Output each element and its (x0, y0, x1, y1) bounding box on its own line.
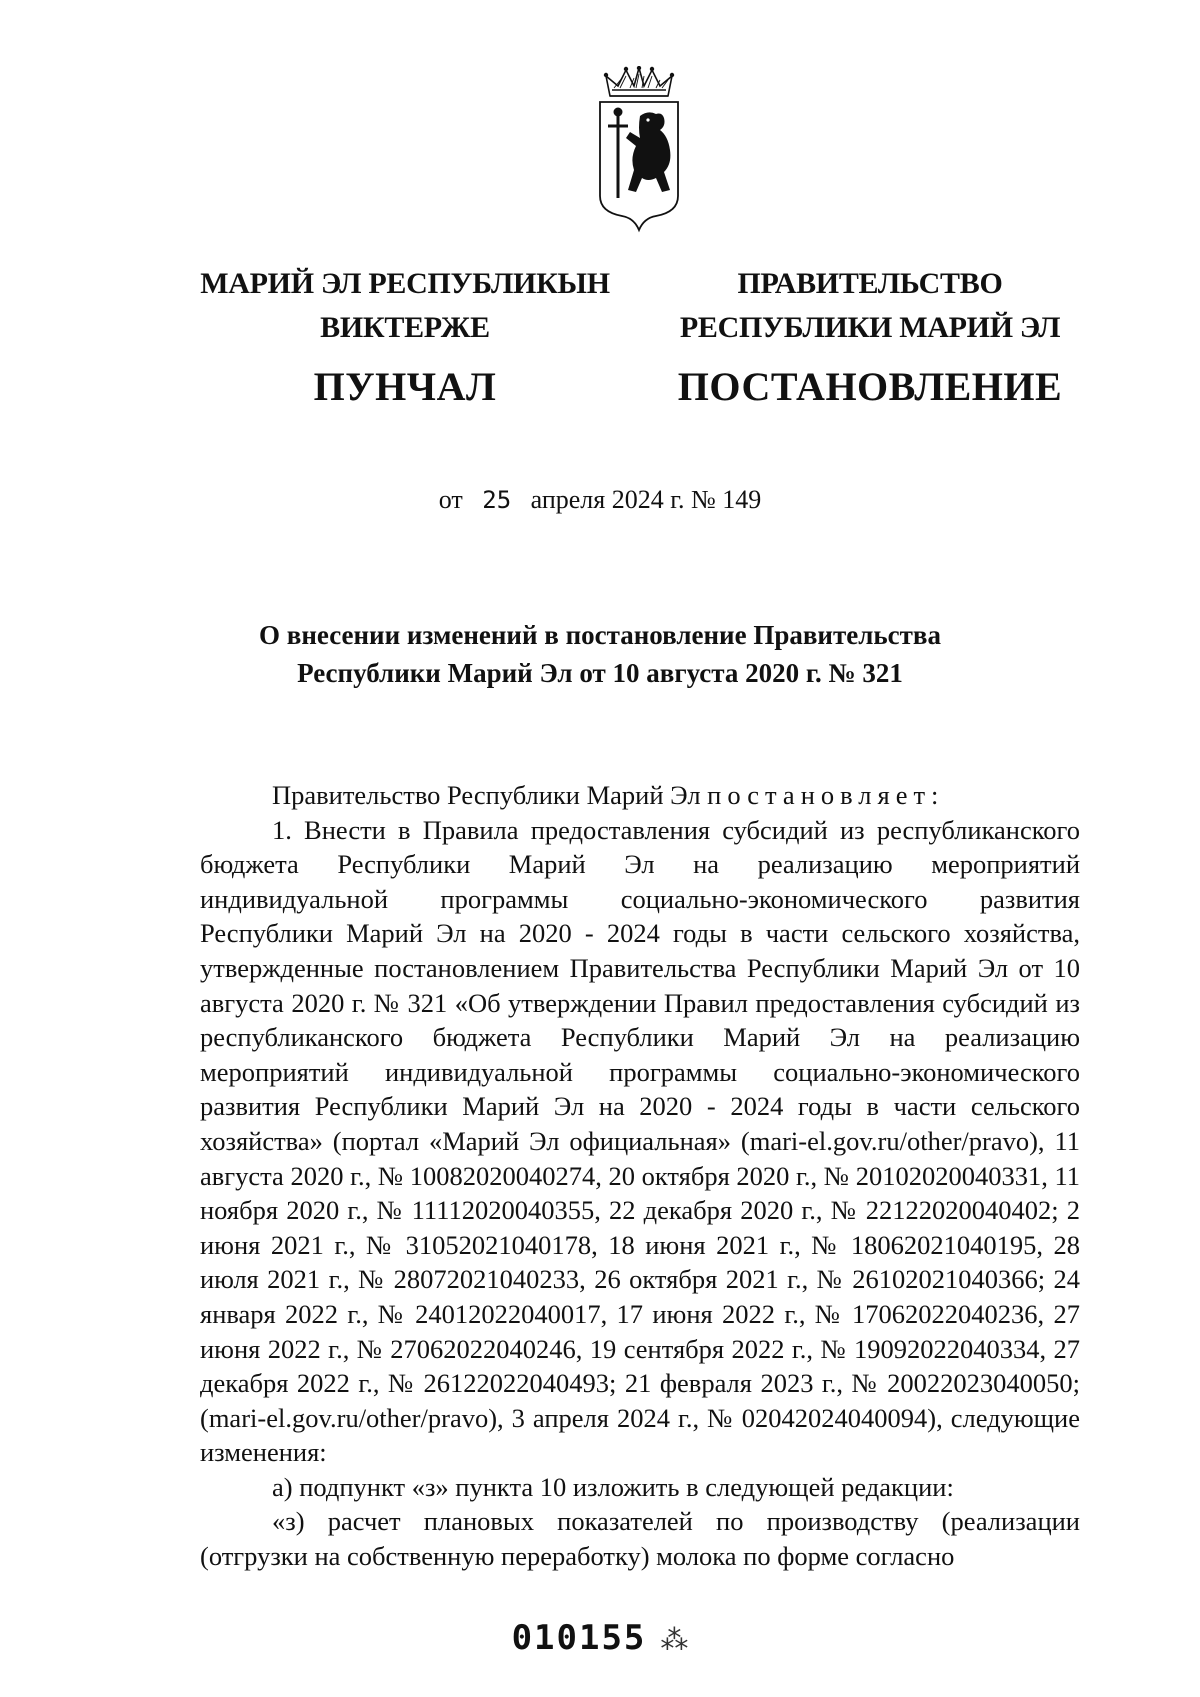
body-intro (200, 778, 1080, 813)
decree-body (200, 778, 1080, 1574)
decree-title-line1: О внесении изменений в постановление Правительства (259, 620, 941, 650)
decree-dateline (0, 485, 1200, 515)
dateline-day: 25 (482, 486, 512, 514)
body-item-1: 1. Внести в Правила предоставления субсидий из республиканского бюджета Республики Марий Эл на реализацию мероприятий индивидуальной программы социально-экономического развития Республики Марий Эл на 2020 - 2024 годы в части сельского хозяйства, утвержденные постановлением Правительства Республики Марий Эл от 10 августа 2020 г. № 321 «Об утверждении Правил предоставления субсидий из республиканского бюджета Республики Марий Эл на реализацию мероприятий индивидуальной программы социально-экономического развития Республики Марий Эл на 2020 - 2024 годы в части сельского хозяйства» (портал «Марий Эл официальная» (mari-el.gov.ru/other/pravo), 11 августа 2020 г., № 10082020040274, 20 октября 2020 г., № 20102020040331, 11 ноября 2020 г., № 11112020040355, 22 декабря 2020 г., № 22122020040402; 2 июня 2021 г., № 31052021040178, 18 июня 2021 г., № 18062021040195, 28 июля 2021 г., № 28072021040233, 26 октября 2021 г., № 26102021040366; 24 января 2022 г., № 24012022040017, 17 июня 2022 г., № 17062022040236, 27 июня 2022 г., № 27062022040246, 19 сентября 2022 г., № 19092022040334, 27 декабря 2022 г., № 26122022040493; 21 февраля 2023 г., № 20022023040050; (mari-el.gov.ru/other/pravo), 3 апреля 2024 г., № 02042024040094), следующие изменения: (200, 814, 1080, 1468)
body-intro-verb: постановляет: (707, 780, 945, 810)
decree-title (200, 616, 1000, 692)
body-item-z: «з) расчет плановых показателей по производству (реализации (отгрузки на собственную переработку) молока по форме согласно (200, 1506, 1080, 1572)
decree-title-line2: Республики Марий Эл от 10 августа 2020 г. № 321 (297, 658, 903, 688)
header-russian (668, 262, 1072, 414)
header-left-line2: ВИКТЕРЖЕ (320, 311, 490, 344)
header-left-line1: МАРИЙ ЭЛ РЕСПУБЛИКЫН (200, 267, 610, 300)
dateline-prefix: от (438, 485, 463, 514)
header-right-line2: РЕСПУБЛИКИ МАРИЙ ЭЛ (679, 311, 1061, 344)
body-intro-text: Правительство Республики Марий Эл (272, 780, 708, 810)
header-mari (180, 262, 630, 414)
header-right-line1: ПРАВИТЕЛЬСТВО (737, 267, 1003, 300)
header-right-title: ПОСТАНОВЛЕНИЕ (677, 364, 1063, 409)
footer-serial (0, 1618, 1200, 1658)
coat-of-arms-emblem (596, 66, 682, 236)
header-left-title: ПУНЧАЛ (313, 364, 497, 409)
body-item-a: а) подпункт «з» пункта 10 изложить в следующей редакции: (272, 1471, 954, 1502)
serial-number: 010155 (511, 1618, 647, 1658)
dateline-rest: апреля 2024 г. № 149 (530, 485, 762, 514)
serial-mark-icon: ⁂ (660, 1623, 689, 1656)
